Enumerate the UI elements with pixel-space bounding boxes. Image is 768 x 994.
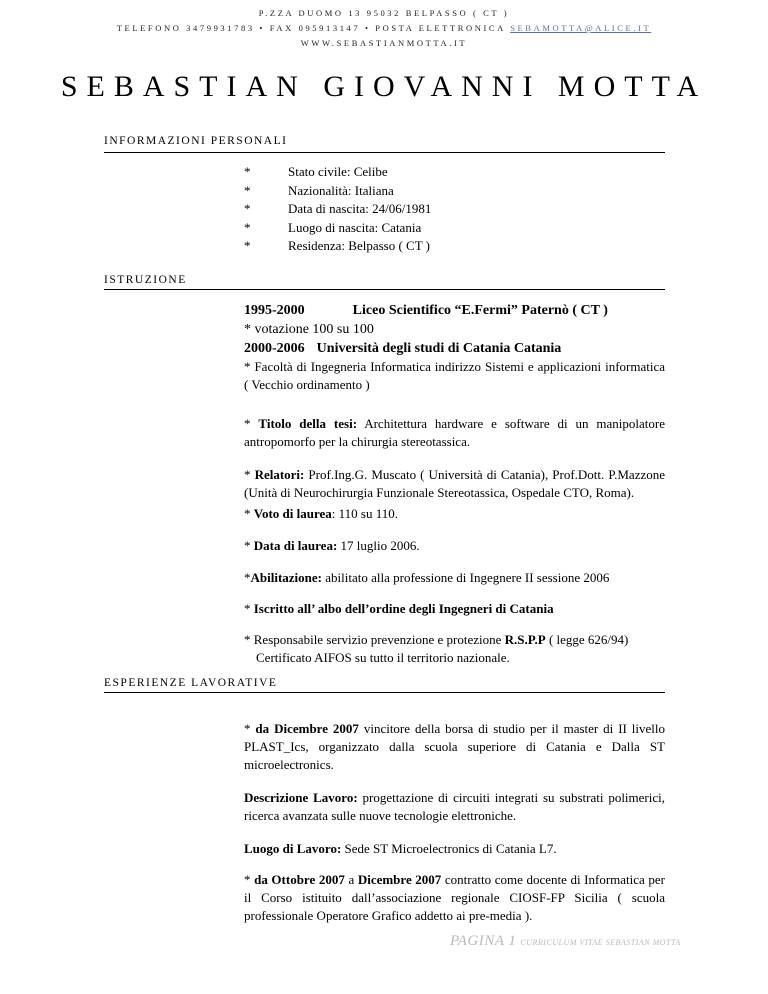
registry-label: Iscritto all’ albo dell’ordine degli Ingegneri di Catania <box>253 601 554 616</box>
personal-item-text: Residenza: Belpasso ( CT ) <box>288 238 431 253</box>
entry-grade: * votazione 100 su 100 <box>244 322 374 337</box>
job-entry-teacher <box>244 871 665 925</box>
person-name: SEBASTIAN GIOVANNI MOTTA <box>60 70 708 103</box>
section-title-education: ISTRUZIONE <box>104 274 187 286</box>
job-description-label: Descrizione Lavoro: <box>244 790 358 805</box>
page-number: PAGINA 1 <box>450 933 517 949</box>
job-description-text: progettazione di circuiti integrati su substrati polimerici, ricerca avanzata sulle nuove tecnologie elettroniche. <box>244 790 665 823</box>
date-label: Data di laurea: <box>253 538 338 553</box>
address-line: P.ZZA DUOMO 13 95032 BELPASSO ( CT ) <box>258 8 510 18</box>
bullet-marker: * <box>244 506 254 521</box>
job-location <box>244 840 665 858</box>
date-text: 17 luglio 2006. <box>337 538 420 553</box>
thesis-paragraph <box>244 415 665 451</box>
job-date: da Dicembre 2007 <box>255 721 359 736</box>
qualification-text: abilitato alla professione di Ingegnere II sessione 2006 <box>322 570 610 585</box>
education-entry-highschool <box>244 301 665 320</box>
advisors-label: Relatori: <box>254 467 305 482</box>
thesis-label: Titolo della tesi: <box>258 416 358 431</box>
grade-label: Voto di laurea <box>253 506 332 521</box>
safety-role <box>244 631 665 667</box>
bullet-marker: * <box>244 219 251 235</box>
safety-certificate: Certificato AIFOS su tutto il territorio nazionale. <box>256 650 510 665</box>
entry-years: 1995-2000 <box>244 303 305 318</box>
entry-faculty: * Facoltà di Ingegneria Informatica indirizzo Sistemi e applicazioni informatica ( Vecchio ordinamento ) <box>244 359 665 392</box>
bullet-marker: * <box>244 570 251 585</box>
contact-line <box>0 23 768 33</box>
section-divider <box>104 152 665 153</box>
bullet-marker: * <box>244 601 254 616</box>
bullet-marker: * <box>244 467 255 482</box>
email-link[interactable]: SEBAMOTTA@ALICE.IT <box>510 23 652 33</box>
degree-grade <box>244 505 665 523</box>
registry <box>244 600 665 618</box>
job-location-text: Sede ST Microelectronics di Catania L7. <box>341 841 557 856</box>
advisors-paragraph <box>244 466 665 502</box>
entry-school: Liceo Scientifico “E.Fermi” Paternò ( CT ) <box>352 303 608 318</box>
education-entries <box>244 301 665 394</box>
safety-law: ( legge 626/94) <box>545 632 629 647</box>
page-footer <box>450 932 681 950</box>
job-date-sep: a <box>344 872 358 887</box>
job-description <box>244 789 665 825</box>
qualification <box>244 569 665 587</box>
job-location-label: Luogo di Lavoro: <box>244 841 342 856</box>
bullet-marker: * <box>244 182 251 198</box>
section-divider <box>104 692 665 693</box>
degree-date <box>244 537 665 555</box>
safety-label: R.S.P.P <box>504 632 546 647</box>
section-title-work: ESPERIENZE LAVORATIVE <box>104 677 278 689</box>
bullet-marker: * <box>244 538 254 553</box>
thesis-text: Architettura hardware e software di un manipolatore antropomorfo per la chirurgia stereotassica. <box>244 416 666 449</box>
bullet-marker: * <box>244 872 255 887</box>
education-entry-university <box>244 339 665 358</box>
advisors-text: Prof.Ing.G. Muscato ( Università di Catania), Prof.Dott. P.Mazzone (Unità di Neurochirurgia Funzionale Stereotassica, Ospedale CTO, Roma). <box>244 467 665 500</box>
job-date-end: Dicembre 2007 <box>357 872 442 887</box>
personal-item-text: Stato civile: Celibe <box>288 164 388 179</box>
job-text: contratto come docente di Informatica per il Corso istituito dall’associazione regionale CIOSF-FP Sicilia ( scuola professionale Operatore Grafico addetto ai pre-media ). <box>244 872 666 923</box>
personal-item-text: Nazionalità: Italiana <box>288 182 394 198</box>
entry-school: Università degli studi di Catania Catania <box>316 341 562 356</box>
website-line: WWW.SEBASTIANMOTTA.IT <box>300 38 468 48</box>
entry-years: 2000-2006 <box>244 341 305 356</box>
bullet-marker: * <box>244 721 256 736</box>
grade-text: : 110 su 110. <box>331 506 398 521</box>
safety-text: * Responsabile servizio prevenzione e protezione <box>244 632 505 647</box>
personal-item-text: Data di nascita: 24/06/1981 <box>288 201 432 216</box>
qualification-label: Abilitazione: <box>250 570 322 585</box>
bullet-marker: * <box>244 164 251 179</box>
job-text: vincitore della borsa di studio per il master di II livello PLAST_Ics, organizzato dalla scuola superiore di Catania e Dalla ST microelectronics. <box>244 721 666 772</box>
footer-title: CURRICULUM VITAE SEBASTIAN MOTTA <box>520 938 681 947</box>
bullet-marker: * <box>244 238 251 253</box>
bullet-marker: * <box>244 201 251 216</box>
bullet-marker: * <box>244 416 259 431</box>
job-entry-master <box>244 720 665 774</box>
job-date-start: da Ottobre 2007 <box>254 872 345 887</box>
section-divider <box>104 289 665 290</box>
contact-details: TELEFONO 3479931783 • FAX 095913147 • POSTA ELETTRONICA <box>116 23 506 33</box>
personal-item-text: Luogo di nascita: Catania <box>288 219 422 235</box>
section-title-personal: INFORMAZIONI PERSONALI <box>104 135 288 147</box>
